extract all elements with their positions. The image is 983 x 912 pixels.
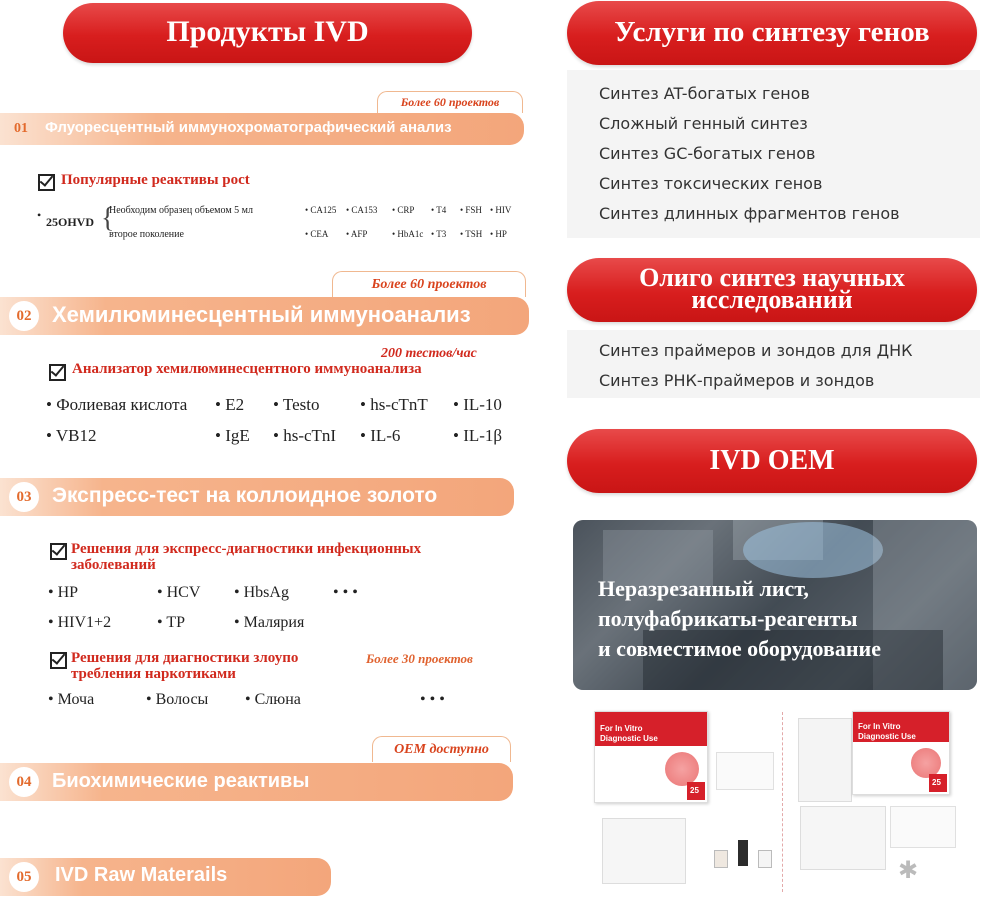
s2-marker-bullet: • bbox=[360, 395, 371, 414]
kit-label-left-1: For In Vitro bbox=[600, 724, 643, 733]
s3-marker-item bbox=[48, 614, 111, 632]
s2-marker-item bbox=[273, 426, 336, 446]
s3-marker-bullet: • bbox=[245, 691, 255, 708]
s3-marker-label: Малярия bbox=[243, 614, 305, 631]
s3-marker-item bbox=[234, 584, 289, 602]
s1-marker-label: TSH bbox=[465, 229, 483, 239]
s3-checkbox-icon-2 bbox=[50, 652, 67, 669]
s1-marker-item bbox=[460, 229, 482, 239]
kit-strips-right bbox=[800, 806, 886, 870]
s1-line2: второе поколение bbox=[109, 229, 184, 240]
s2-marker-item bbox=[453, 395, 502, 415]
s2-marker-label: IL-10 bbox=[463, 395, 502, 414]
s3-marker-label: Слюна bbox=[254, 691, 301, 708]
ivd-oem-header: IVD OEM bbox=[567, 429, 977, 493]
s1-marker-item bbox=[431, 229, 446, 239]
sample-dropper: ✱ bbox=[898, 856, 919, 884]
s2-marker-label: Testo bbox=[282, 395, 320, 414]
s1-brace: { bbox=[101, 203, 115, 234]
s1-marker-bullet: • bbox=[431, 205, 437, 215]
s2-marker-bullet: • bbox=[273, 395, 283, 414]
s3-marker-bullet: • bbox=[48, 614, 58, 631]
kit-label-right-2: Diagnostic Use bbox=[858, 732, 916, 741]
s2-checkbox-icon bbox=[49, 364, 66, 381]
s2-marker-label: hs-cTnT bbox=[370, 395, 428, 414]
oligo-header-line2: исследований bbox=[691, 285, 853, 314]
photo-divider bbox=[782, 712, 783, 892]
s1-title: Флуоресцентный иммунохроматографический анализ bbox=[45, 119, 452, 136]
s3-marker-item bbox=[420, 691, 445, 709]
oligo-synthesis-item: Синтез РНК-праймеров и зондов bbox=[599, 371, 875, 390]
s1-marker-bullet: • bbox=[392, 205, 398, 215]
s3-marker-item bbox=[157, 614, 185, 632]
s2-marker-item bbox=[215, 426, 250, 446]
s2-marker-label: IL-1β bbox=[463, 426, 503, 445]
s1-marker-bullet: • bbox=[490, 229, 496, 239]
s2-marker-label: VB12 bbox=[55, 426, 97, 445]
gene-synthesis-item: Синтез AT-богатых генов bbox=[599, 84, 810, 103]
kit-strips-left bbox=[602, 818, 686, 884]
s1-marker-bullet: • bbox=[305, 205, 311, 215]
oligo-header-line1: Олиго синтез научных bbox=[639, 263, 905, 292]
s1-marker-label: CRP bbox=[397, 205, 415, 215]
s3-marker-label: • • • bbox=[420, 691, 445, 708]
s3-marker-label: HIV1+2 bbox=[57, 614, 112, 631]
kit-vial-2 bbox=[738, 840, 748, 866]
s3-marker-item bbox=[234, 614, 304, 632]
s1-projects-tag: Более 60 проектов bbox=[377, 91, 523, 113]
s1-marker-label: T4 bbox=[436, 205, 447, 215]
s2-marker-item bbox=[46, 395, 187, 415]
oligo-synthesis-item: Синтез праймеров и зондов для ДНК bbox=[599, 341, 913, 360]
kit-label-left-2: Diagnostic Use bbox=[600, 734, 658, 743]
s1-marker-label: CA153 bbox=[351, 205, 378, 215]
s1-marker-bullet: • bbox=[431, 229, 437, 239]
s3-marker-item bbox=[48, 584, 78, 602]
s1-device: 25OHVD bbox=[46, 215, 94, 229]
kit-count-left: 25 bbox=[690, 786, 699, 795]
kit-vial-1 bbox=[714, 850, 728, 868]
kit-box-left bbox=[594, 711, 708, 803]
s2-projects-tag: Более 60 проектов bbox=[332, 271, 526, 297]
s1-marker-label: HbA1c bbox=[397, 229, 424, 239]
s3-marker-bullet: • bbox=[157, 614, 167, 631]
s2-marker-item bbox=[215, 395, 244, 415]
s1-heading: Популярные реактивы poct bbox=[61, 172, 250, 188]
s2-marker-label: IL-6 bbox=[370, 426, 401, 445]
s2-marker-bullet: • bbox=[453, 395, 464, 414]
s2-throughput-note: 200 тестов/час bbox=[381, 346, 477, 361]
s2-marker-item bbox=[360, 426, 400, 446]
s3-marker-bullet: • bbox=[234, 584, 244, 601]
oem-banner-line1: Неразрезанный лист, bbox=[598, 576, 809, 601]
s1-device-bullet: • bbox=[37, 208, 42, 222]
s2-heading: Анализатор хемилюминесцентного иммуноанализа bbox=[72, 361, 422, 377]
s1-marker-label: T3 bbox=[436, 229, 447, 239]
s3-heading2-a: Решения для диагностики злоупо bbox=[71, 650, 299, 666]
s1-marker-bullet: • bbox=[490, 205, 496, 215]
s1-marker-label: HIV bbox=[495, 205, 512, 215]
s2-marker-bullet: • bbox=[46, 426, 56, 445]
gene-synthesis-item: Синтез GC-богатых генов bbox=[599, 144, 816, 163]
s3-marker-label: TP bbox=[166, 614, 185, 631]
s3-projects-tag: Более 30 проектов bbox=[366, 651, 473, 666]
s3-heading1-b: заболеваний bbox=[71, 557, 156, 573]
s1-marker-label: HP bbox=[495, 229, 507, 239]
s1-marker-item bbox=[490, 229, 507, 239]
product-photo-left bbox=[588, 708, 778, 896]
s3-marker-item bbox=[48, 691, 94, 709]
s3-marker-bullet: • bbox=[48, 584, 58, 601]
oem-lab-banner bbox=[573, 520, 977, 690]
s3-marker-label: HbsAg bbox=[243, 584, 289, 601]
s2-marker-item bbox=[453, 426, 502, 446]
s1-marker-bullet: • bbox=[392, 229, 398, 239]
kit-vial-3 bbox=[758, 850, 772, 868]
s4-title: Биохимические реактивы bbox=[52, 770, 310, 792]
s2-marker-bullet: • bbox=[46, 395, 57, 414]
oem-banner-line2: полуфабрикаты-реагенты bbox=[598, 606, 858, 631]
s1-marker-item bbox=[346, 229, 367, 239]
s1-marker-item bbox=[460, 205, 482, 215]
kit-count-right: 25 bbox=[932, 778, 941, 787]
s2-marker-bullet: • bbox=[453, 426, 464, 445]
oem-banner-line3: и совместимое оборудование bbox=[598, 636, 881, 661]
gene-synthesis-header: Услуги по синтезу генов bbox=[567, 1, 977, 65]
test-cassette-tray bbox=[798, 718, 852, 802]
s3-marker-item bbox=[146, 691, 208, 709]
s3-marker-item bbox=[333, 584, 358, 602]
kit-insert-left bbox=[716, 752, 774, 790]
ivd-products-header: Продукты IVD bbox=[63, 3, 472, 63]
s1-marker-item bbox=[305, 205, 336, 215]
s1-marker-item bbox=[490, 205, 511, 215]
gene-synthesis-item: Сложный генный синтез bbox=[599, 114, 808, 133]
s1-number: 01 bbox=[14, 121, 28, 136]
s1-marker-item bbox=[431, 205, 446, 215]
lab-photo-shapes bbox=[573, 520, 977, 690]
s1-marker-bullet: • bbox=[346, 205, 352, 215]
s3-marker-item bbox=[245, 691, 301, 709]
s2-number: 02 bbox=[9, 301, 39, 331]
s1-marker-item bbox=[392, 205, 414, 215]
s3-marker-bullet: • bbox=[146, 691, 156, 708]
s2-title: Хемилюминесцентный иммуноанализ bbox=[52, 302, 471, 327]
s1-marker-bullet: • bbox=[305, 229, 311, 239]
s3-marker-bullet: • bbox=[48, 691, 58, 708]
s3-marker-bullet: • bbox=[234, 614, 244, 631]
product-photo-right bbox=[790, 708, 980, 896]
s5-number: 05 bbox=[9, 862, 39, 892]
s1-marker-label: CA125 bbox=[310, 205, 337, 215]
s3-number: 03 bbox=[9, 482, 39, 512]
s2-marker-label: hs-cTnI bbox=[283, 426, 337, 445]
s1-marker-bullet: • bbox=[460, 229, 466, 239]
oligo-synthesis-header bbox=[567, 258, 977, 322]
s3-title: Экспресс-тест на коллоидное золото bbox=[52, 484, 438, 507]
s4-oem-tag: OEM доступно bbox=[372, 736, 511, 762]
s3-marker-label: HCV bbox=[166, 584, 201, 601]
kit-box-right bbox=[852, 711, 950, 795]
s3-checkbox-icon-1 bbox=[50, 543, 67, 560]
s1-marker-label: AFP bbox=[350, 229, 368, 239]
s2-marker-item bbox=[46, 426, 97, 446]
s3-marker-label: Волосы bbox=[155, 691, 209, 708]
s2-marker-label: IgE bbox=[225, 426, 250, 445]
s3-heading2-b: требления наркотиками bbox=[71, 666, 236, 682]
gene-synthesis-item: Синтез длинных фрагментов генов bbox=[599, 204, 900, 223]
s3-marker-label: • • • bbox=[333, 584, 358, 601]
s2-marker-bullet: • bbox=[360, 426, 371, 445]
s3-marker-bullet: • bbox=[157, 584, 167, 601]
s2-marker-bullet: • bbox=[215, 395, 226, 414]
s3-heading1-a: Решения для экспресс-диагностики инфекционных bbox=[71, 541, 422, 557]
kit-label-right-1: For In Vitro bbox=[858, 722, 901, 731]
s1-marker-label: FSH bbox=[465, 205, 482, 215]
s3-marker-label: HP bbox=[57, 584, 79, 601]
s5-title: IVD Raw Materails bbox=[55, 864, 228, 886]
s1-marker-bullet: • bbox=[460, 205, 466, 215]
s1-marker-bullet: • bbox=[346, 229, 351, 239]
s1-marker-item bbox=[346, 205, 377, 215]
s1-line1: Необходим образец объемом 5 мл bbox=[109, 205, 253, 216]
s2-marker-bullet: • bbox=[273, 426, 284, 445]
s1-marker-item bbox=[305, 229, 328, 239]
s4-number: 04 bbox=[9, 767, 39, 797]
gene-synthesis-item: Синтез токсических генов bbox=[599, 174, 823, 193]
kit-insert-right bbox=[890, 806, 956, 848]
s3-marker-label: Моча bbox=[57, 691, 95, 708]
s1-marker-item bbox=[392, 229, 423, 239]
s3-marker-item bbox=[157, 584, 200, 602]
s1-checkbox-icon bbox=[38, 174, 55, 191]
s2-marker-label: Фолиевая кислота bbox=[56, 395, 188, 414]
s2-marker-label: E2 bbox=[225, 395, 245, 414]
s2-marker-item bbox=[273, 395, 320, 415]
s2-marker-item bbox=[360, 395, 428, 415]
s2-marker-bullet: • bbox=[215, 426, 226, 445]
s1-marker-label: CEA bbox=[310, 229, 329, 239]
